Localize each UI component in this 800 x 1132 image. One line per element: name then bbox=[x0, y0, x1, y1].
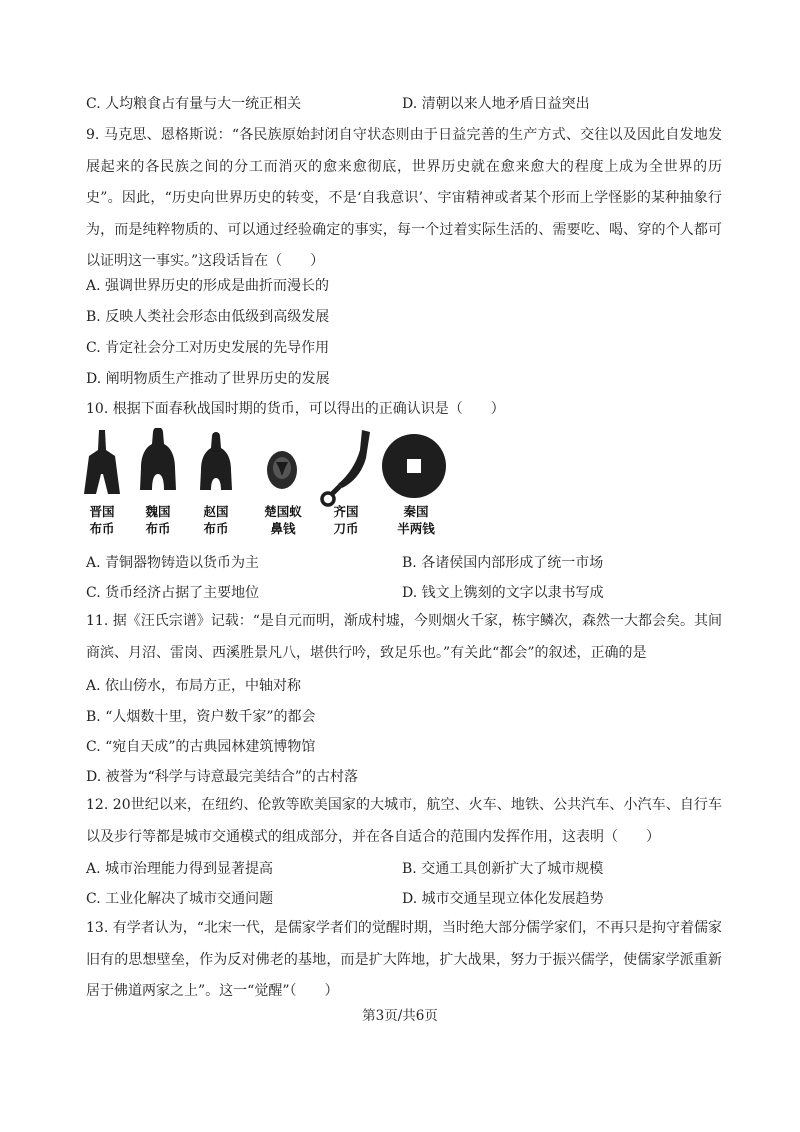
q11-option-b: B. “人烟数十里，资户数千家”的都会 bbox=[86, 709, 316, 725]
jin-spade-coin-icon bbox=[82, 428, 122, 498]
q8-option-d: D. 清朝以来人地矛盾日益突出 bbox=[402, 96, 590, 112]
q9-option-a: A. 强调世界历史的形成是曲折而漫长的 bbox=[86, 278, 330, 294]
coin-label-zhao: 赵国 布币 bbox=[203, 504, 229, 536]
coin-label-chu: 楚国蚁 鼻钱 bbox=[264, 504, 302, 536]
zhao-spade-coin-icon bbox=[198, 428, 234, 498]
q11-stem: 11. 据《汪氏宗谱》记载：“是自元而明，渐成村墟，今则烟火千家，栋宇鳞次，森然一大都会矣。其间商滨、月沼、雷岗、西溪胜景凡八，堪供行吟，致足乐也。”有关此“都会”的叙述，正确的是 bbox=[86, 613, 722, 661]
q11-option-c: C. “宛自天成”的古典园林建筑博物馆 bbox=[86, 739, 316, 755]
q9-option-c: C. 肯定社会分工对历史发展的先导作用 bbox=[86, 340, 330, 356]
q9-option-b: B. 反映人类社会形态由低级到高级发展 bbox=[86, 309, 330, 325]
wei-spade-coin-icon bbox=[138, 428, 178, 498]
q12-option-c: C. 工业化解决了城市交通问题 bbox=[86, 891, 274, 907]
q10-option-b: B. 各诸侯国内部形成了统一市场 bbox=[402, 555, 604, 571]
coin-label-wei: 魏国 布币 bbox=[145, 504, 171, 536]
coin-label-jin: 晋国 布币 bbox=[89, 504, 115, 536]
q12-stem: 12. 20世纪以来，在纽约、伦敦等欧美国家的大城市，航空、火车、地铁、公共汽车、小汽车、自行车以及步行等都是城市交通模式的组成部分，并在各自适合的范围内发挥作用，这表明（ ） bbox=[86, 797, 722, 845]
q13-stem: 13. 有学者认为，“北宋一代，是儒家学者们的觉醒时期，当时绝大部分儒学家们，不再只是拘守着儒家旧有的思想壁垒，作为反对佛老的基地，而是扩大阵地，扩大战果，努力于振兴儒学，使儒家学派重新居于佛道两家之上”。这一“觉醒”（ ） bbox=[86, 920, 722, 999]
q12-option-b: B. 交通工具创新扩大了城市规模 bbox=[402, 861, 604, 877]
q10-stem: 10. 根据下面春秋战国时期的货币，可以得出的正确认识是（ ） bbox=[86, 401, 505, 417]
q12-option-d: D. 城市交通呈现立体化发展趋势 bbox=[402, 891, 604, 907]
q10-option-d: D. 钱文上镌刻的文字以隶书写成 bbox=[402, 585, 604, 601]
coin-label-qi: 齐国 刀币 bbox=[333, 504, 359, 536]
q8-option-c: C. 人均粮食占有量与大一统正相关 bbox=[86, 96, 302, 112]
q11-option-d: D. 被誉为“科学与诗意最完美结合”的古村落 bbox=[86, 769, 358, 785]
q12-option-a: A. 城市治理能力得到显著提高 bbox=[86, 861, 274, 877]
q9-option-d: D. 阐明物质生产推动了世界历史的发展 bbox=[86, 371, 330, 387]
page-number-footer: 第3页/共6页 bbox=[362, 1008, 438, 1024]
chu-ant-nose-coin-icon bbox=[262, 428, 302, 498]
q10-option-c: C. 货币经济占据了主要地位 bbox=[86, 585, 260, 601]
coin-label-qin: 秦国 半两钱 bbox=[397, 504, 435, 536]
q10-option-a: A. 青铜器物铸造以货币为主 bbox=[86, 555, 260, 571]
qi-knife-coin-icon bbox=[318, 428, 374, 508]
qin-banliang-coin-icon bbox=[378, 428, 450, 498]
q11-option-a: A. 依山傍水，布局方正，中轴对称 bbox=[86, 678, 302, 694]
q9-stem: 9. 马克思、恩格斯说：“各民族原始封闭自守状态则由于日益完善的生产方式、交往以及因此自发地发展起来的各民族之间的分工而消灭的愈来愈彻底，世界历史就在愈来愈大的程度上成为全世界的历史”。因此，“历史向世界历史的转变，不是‘自我意识’、宇宙精神或者某个形而上学怪影的某种抽象行为，而是纯粹物质的、可以通过经验确定的事实，每一个过着实际生活的、需要吃、喝、穿的个人都可以证明这一事实。”这段话旨在（ ） bbox=[86, 127, 722, 269]
